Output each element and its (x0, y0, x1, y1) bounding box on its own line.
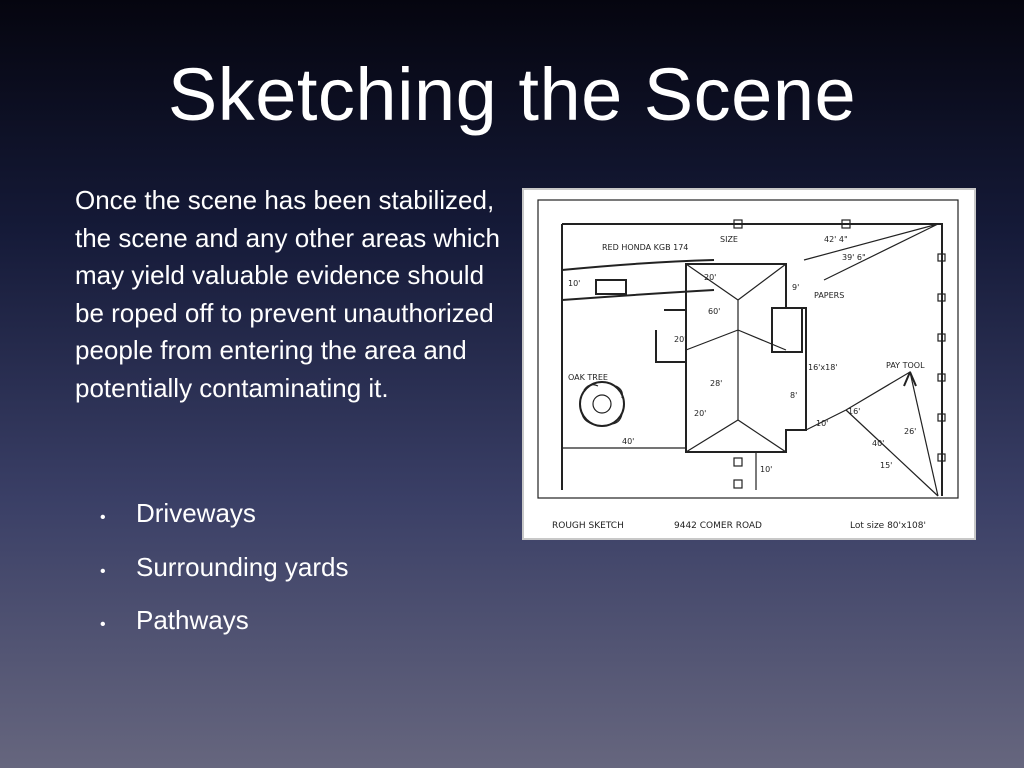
sketch-driveway (562, 260, 717, 300)
sketch-label-dim: 20' (704, 273, 717, 282)
sketch-label-papers: PAPERS (814, 291, 845, 300)
sketch-label-dim: 8' (790, 391, 798, 400)
sketch-label-car: RED HONDA KGB 174 (602, 243, 689, 252)
bullet-item-driveways (100, 498, 348, 552)
sketch-label-paytool: PAY TOOL (886, 361, 925, 370)
sketch-label-dim: 20' (694, 409, 707, 418)
bullet-item-surrounding-yards (100, 552, 348, 606)
sketch-label-dim: 16'x18' (808, 363, 838, 372)
sketch-oak-tree (580, 382, 624, 426)
slide-paragraph: Once the scene has been stabilized, the scene and any other areas which may yield valuable evidence should be roped off to prevent unauthorized people from entering the area and potentially contaminating it. (75, 185, 500, 403)
bullet-label: Driveways (136, 498, 256, 528)
sketch-caption-lot-size: Lot size 80'x108' (850, 521, 926, 531)
sketch-label-dim: 10' (760, 465, 773, 474)
sketch-label-dim: 10' (816, 419, 829, 428)
bullet-dot: • (100, 509, 106, 526)
sketch-label-dim: 28' (710, 379, 723, 388)
crime-scene-sketch-image (522, 188, 976, 540)
sketch-label-diagonal-1: 42' 4" (824, 235, 848, 244)
sketch-label-diagonal-2: 39' 6" (842, 253, 866, 262)
sketch-label-dim: 15' (880, 461, 893, 470)
bullet-dot: • (100, 616, 106, 633)
sketch-label-dim: 20' (674, 335, 687, 344)
bullet-list (100, 498, 348, 659)
sketch-label-dim: 26' (904, 427, 917, 436)
sketch-fence-posts (734, 220, 945, 488)
sketch-caption-address: 9442 COMER ROAD (674, 521, 762, 531)
sketch-house (686, 264, 806, 452)
sketch-label-dim: 40' (622, 437, 635, 446)
bullet-dot: • (100, 562, 106, 580)
sketch-caption-title: ROUGH SKETCH (552, 521, 624, 531)
sketch-label-dim: 9' (792, 283, 800, 292)
sketch-drawing (524, 190, 974, 538)
bullet-label: Pathways (136, 605, 249, 635)
sketch-label-dim: 16' (848, 407, 861, 416)
sketch-label-size: SIZE (720, 235, 738, 244)
sketch-car (596, 280, 626, 294)
slide-title: Sketching the Scene (167, 53, 857, 136)
sketch-label-tree: OAK TREE (568, 373, 608, 382)
sketch-label-dim: 10' (568, 279, 581, 288)
bullet-item-pathways (100, 605, 348, 659)
sketch-label-dim: 40' (872, 439, 885, 448)
sketch-roof-lines (686, 264, 786, 452)
sketch-label-dim: 60' (708, 307, 721, 316)
bullet-label: Surrounding yards (136, 551, 349, 582)
